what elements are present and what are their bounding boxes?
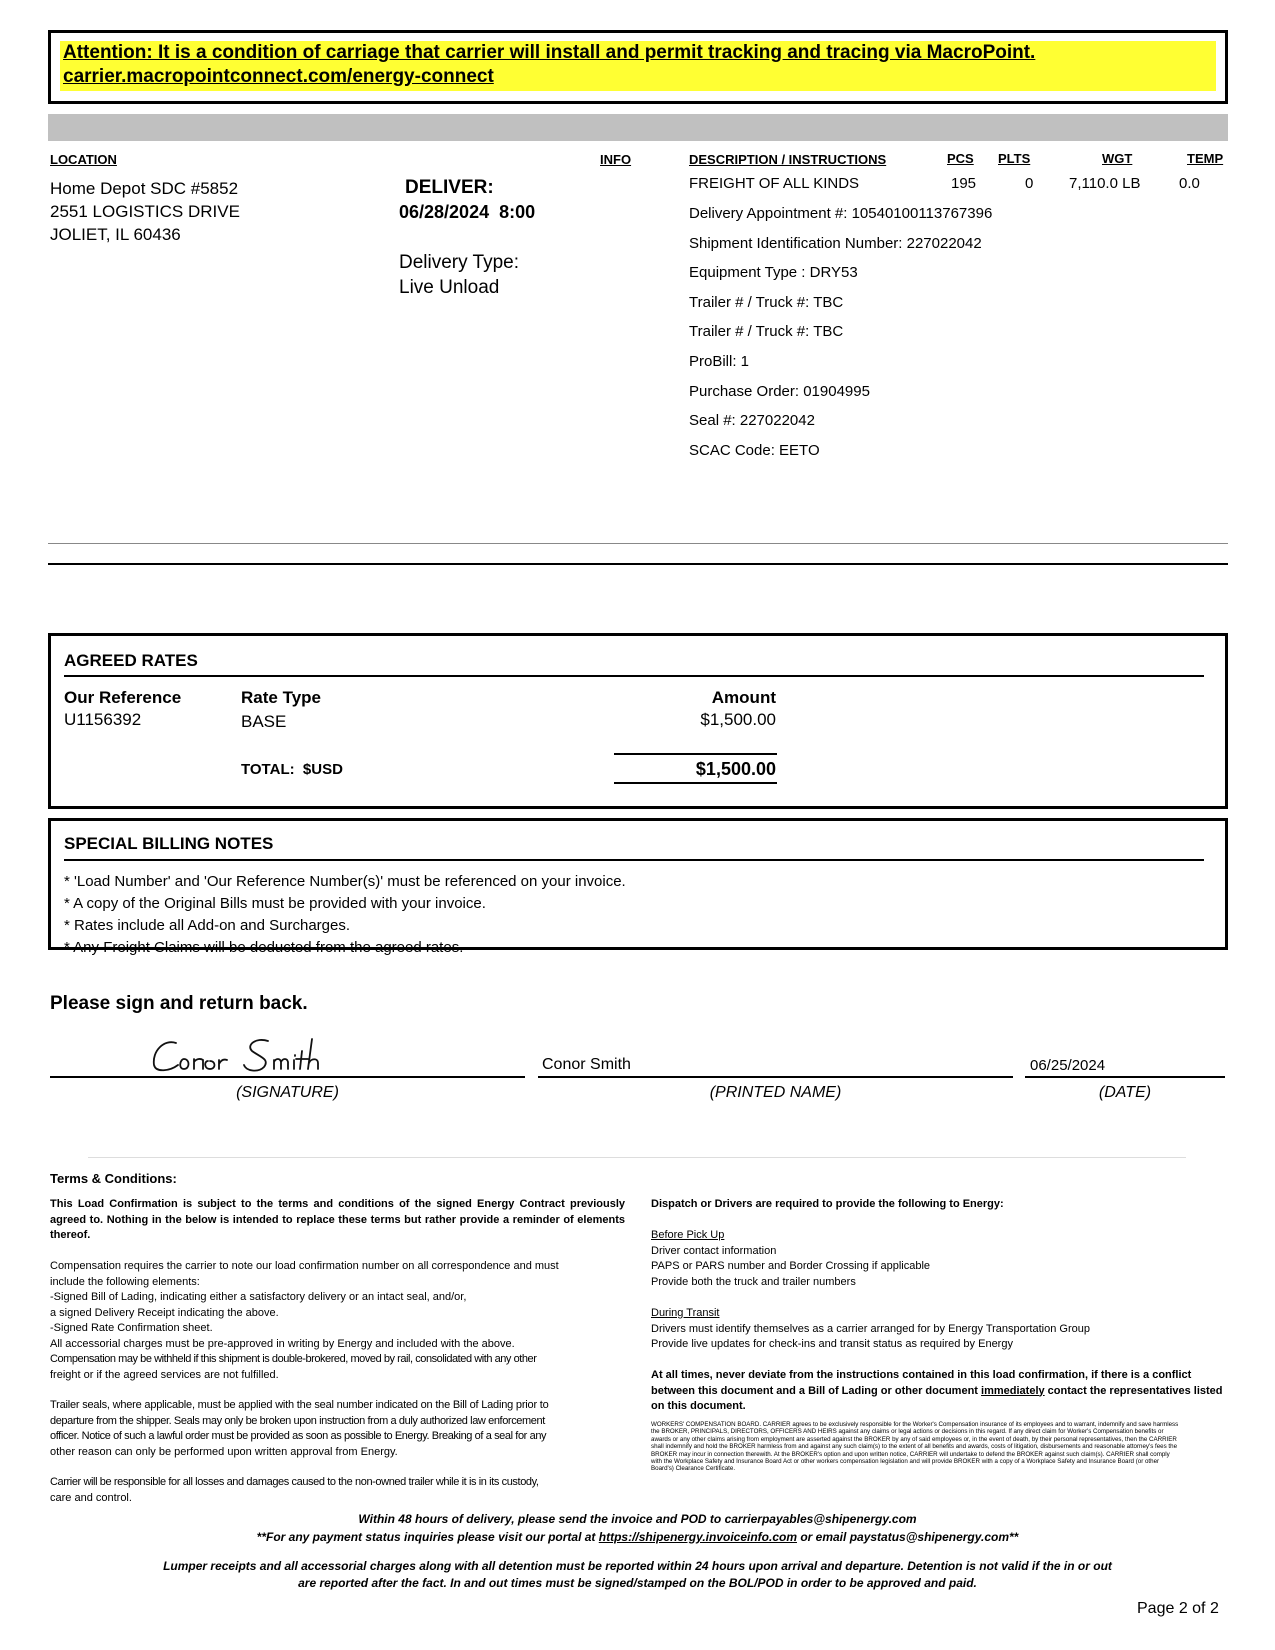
footer-lumper-note: Lumper receipts and all accessorial charges along with all detention must be reported within 24 hours upon arrival and departure. Detention is not valid if the in or out [163,1559,1112,1573]
printed-name: Conor Smith [542,1056,631,1073]
before-pickup-block [651,1228,930,1290]
billing-note: * Rates include all Add-on and Surcharges. [64,917,351,934]
signature-caption: (SIGNATURE) [236,1084,339,1101]
total-overline [614,753,777,755]
during-transit-block [651,1306,1090,1353]
location-city: JOLIET, IL 60436 [50,225,181,244]
banner-highlight [60,41,1216,91]
separator-thick [48,563,1228,565]
instruction-item: Equipment Type : DRY53 [689,264,858,282]
deviate-text: At all times, never deviate from the instructions contained in this load confirmation, if there is a conflict between this document and a Bill of Lading or other document [651,1369,1192,1397]
agreed-rates-rule [64,675,1204,677]
freight-wgt: 7,110.0 LB [1069,175,1141,192]
header-pcs: PCS [947,151,974,166]
instruction-item: Delivery Appointment #: 10540100113767396 [689,205,993,222]
billing-notes-rule [64,859,1204,861]
terms-line: a signed Delivery Receipt indicating the above. [50,1306,279,1319]
freight-pcs: 195 [951,175,977,192]
instruction-item: Trailer # / Truck #: TBC [689,293,844,311]
agreed-rates-box [48,633,1228,809]
workers-compensation-clause: WORKERS' COMPENSATION BOARD. CARRIER agrees to be exclusively responsible for the Worker's Compensation insurance of its employees and to warrant, indemnify and save harmless the BROKER, PRINCIPALS, DIRECTORS, OFFICERS AND HEIRS against any claims or legal actions or decisions in this regard. If any direct claim for Worker's Compensation benefits or awards or any other claims arising from employment are asserted against the BROKER by any of said employees or, in the event of death, by their personal representatives, then the CARRIER shall indemnify and hold the BROKER harmless from and against any such claim(s) to the extent of all benefits and awards, costs of litigation, disbursements and reasonable attorney's fees the BROKER may incur in connection therewith. At the BROKER's option and upon written notice, CARRIER will undertake to defend the BROKER against such claim(s). CARRIER shall comply with the Workplace Safety and Insurance Board Act or other workers compensation legislation and will provide BROKER with a copy of a Workplace Safety and Insurance Board (or other Board's) Clearance Certificate. [651,1421,1179,1473]
footer-text: or email paystatus@shipenergy.com** [797,1530,1019,1544]
date-caption: (DATE) [1098,1084,1152,1101]
terms-line: freight or if the agreed services are not fulfilled. [50,1368,279,1381]
terms-compensation [50,1259,630,1383]
terms-divider [88,1157,1186,1158]
header-plts: PLTS [998,151,1031,166]
deliver-label: DELIVER: [405,177,494,198]
header-wgt: WGT [1102,151,1133,166]
footer-invoice-note: Within 48 hours of delivery, please send the invoice and POD to carrierpayables@shipenergy.com [358,1512,917,1526]
terms-line: Compensation requires the carrier to note our load confirmation number on all correspondence and must [50,1260,559,1272]
deviate-emphasis: immediately [981,1384,1045,1397]
billing-note: * A copy of the Original Bills must be provided with your invoice. [64,895,486,912]
sign-prompt: Please sign and return back. [50,993,308,1014]
separator-thin [48,543,1228,544]
before-pickup-item: PAPS or PARS number and Border Crossing if applicable [651,1260,931,1272]
date-line [1025,1076,1225,1078]
deliver-datetime: 06/28/2024 8:00 [399,202,536,222]
page-number: Page 2 of 2 [1137,1600,1219,1617]
printed-name-caption: (PRINTED NAME) [709,1084,842,1101]
total-value: $1,500.00 [695,759,776,779]
deviate-warning [651,1368,1226,1415]
instruction-item: Seal #: 227022042 [689,412,815,430]
sign-date: 06/25/2024 [1030,1057,1106,1074]
deviate-text: contact the representatives listed on this document. [651,1384,1223,1412]
header-description: DESCRIPTION / INSTRUCTIONS [689,152,887,167]
banner-line-1: Attention: It is a condition of carriage that carrier will install and permit tracking and tracing via MacroPoint. [63,42,1036,63]
rate-type-value: BASE [241,712,287,731]
billing-notes-list [64,871,626,959]
before-pickup-title: Before Pick Up [651,1229,725,1241]
footer-times-note: are reported after the fact. In and out times must be signed/stamped on the BOL/POD in order to be approved and paid. [298,1576,977,1590]
signature-line [50,1076,525,1078]
terms-line: departure from the shipper. Seals may only be broken upon instruction from a duly authorized law enforcement [50,1414,545,1427]
instructions-list [689,199,992,465]
macropoint-banner [48,30,1228,104]
location-street: 2551 LOGISTICS DRIVE [50,202,240,221]
location-name: Home Depot SDC #5852 [50,179,239,198]
terms-line: Carrier will be responsible for all losses and damages caused to the non-owned trailer while it is in its custody, [50,1476,539,1488]
amount-value: $1,500.00 [700,710,776,729]
footer-text: **For any payment status inquiries please visit our portal at [256,1530,599,1544]
col-amount: Amount [711,688,776,707]
during-transit-item: Provide live updates for check-ins and transit status as required by Energy [651,1338,1013,1350]
terms-line: All accessorial charges must be pre-approved in writing by Energy and included with the above. [50,1337,515,1350]
footer-payment-note [0,1530,1275,1544]
terms-intro: This Load Confirmation is subject to the terms and conditions of the signed Energy Contract previously agreed to. Nothing in the below is intended to replace these terms but rather provide a reminder of elements thereof. [50,1198,625,1241]
terms-line: include the following elements: [50,1275,200,1288]
payment-portal-link[interactable]: https://shipenergy.invoiceinfo.com [598,1530,797,1544]
terms-line: officer. Notice of such a lawful order must be provided as soon as possible to Energy. Breaking of a seal for any [50,1430,547,1442]
header-info: INFO [600,152,632,167]
freight-plts: 0 [1025,175,1034,192]
delivery-type-label: Delivery Type: [399,252,520,273]
terms-seals [50,1398,630,1460]
terms-line: other reason can only be performed upon written approval from Energy. [50,1445,398,1458]
banner-line-2: carrier.macropointconnect.com/energy-connect [63,66,494,87]
reference-value: U1156392 [64,710,142,729]
terms-line: Compensation may be withheld if this shipment is double-brokered, moved by rail, consolidated with any other [50,1353,537,1365]
freight-temp: 0.0 [1179,175,1200,192]
header-location: LOCATION [50,152,117,167]
instruction-item: ProBill: 1 [689,352,750,370]
instruction-item: Purchase Order: 01904995 [689,382,870,400]
billing-notes-title: SPECIAL BILLING NOTES [64,834,274,853]
during-transit-item: Drivers must identify themselves as a carrier arranged for by Energy Transportation Group [651,1322,1090,1335]
section-divider-bar [48,114,1228,141]
location-block [50,177,240,246]
delivery-type-value: Live Unload [399,277,500,298]
billing-note: * 'Load Number' and 'Our Reference Number(s)' must be referenced on your invoice. [64,873,626,890]
dispatch-title: Dispatch or Drivers are required to provide the following to Energy: [651,1198,1004,1210]
header-temp: TEMP [1187,151,1224,166]
printed-name-line [538,1076,1013,1078]
total-label: TOTAL: $USD [241,761,343,778]
billing-note: * Any Freight Claims will be deducted from the agreed rates. [64,939,464,956]
terms-line: -Signed Rate Confirmation sheet. [50,1322,213,1334]
total-underline [614,782,777,784]
during-transit-title: During Transit [651,1307,720,1319]
terms-line: -Signed Bill of Lading, indicating either a satisfactory delivery or an intact seal, and/or, [50,1291,467,1303]
agreed-rates-title: AGREED RATES [64,651,198,670]
col-rate-type: Rate Type [241,688,321,707]
freight-description: FREIGHT OF ALL KINDS [689,175,860,192]
instruction-item: Trailer # / Truck #: TBC [689,323,844,341]
instruction-item: SCAC Code: EETO [689,441,820,459]
terms-line: Trailer seals, where applicable, must be applied with the seal number indicated on the Bill of Lading prior to [50,1399,549,1411]
terms-line: care and control. [50,1491,132,1504]
instruction-item: Shipment Identification Number: 227022042 [689,234,982,252]
terms-carrier [50,1475,630,1506]
terms-title: Terms & Conditions: [50,1171,177,1186]
billing-notes-box [48,818,1228,956]
col-our-reference: Our Reference [64,688,182,707]
before-pickup-item: Driver contact information [651,1244,777,1257]
before-pickup-item: Provide both the truck and trailer numbers [651,1275,856,1288]
handwritten-signature [150,1031,370,1077]
